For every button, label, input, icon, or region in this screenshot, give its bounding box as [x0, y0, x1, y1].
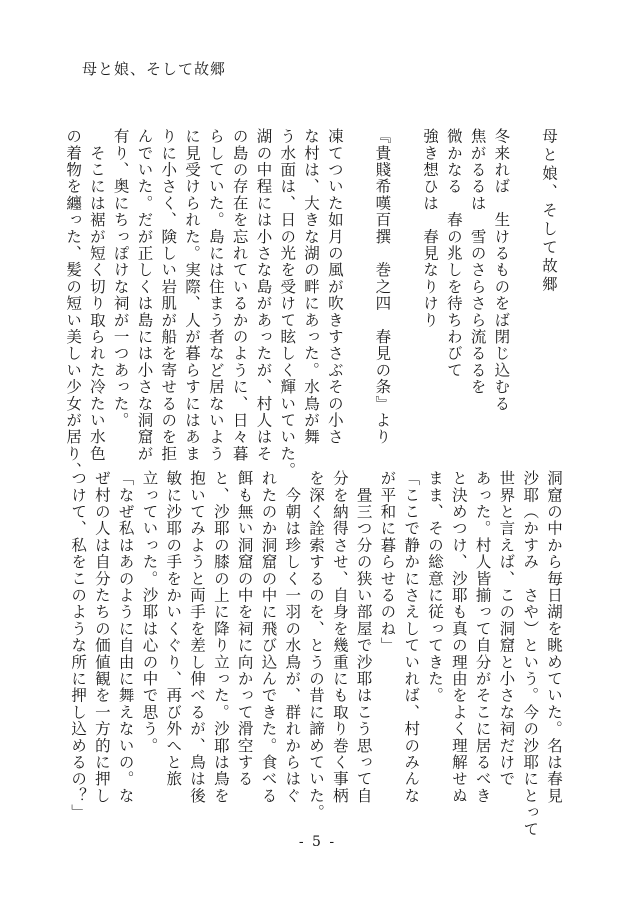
paragraph-line: と、沙耶の膝の上に降り立った。沙耶は鳥を	[211, 470, 230, 804]
paragraph-line: う水面は、日の光を受けて眩しく輝いていた。	[278, 128, 297, 479]
paragraph-line: つけて、私をこのような所に押し込めるの？」	[69, 470, 88, 821]
paragraph-line: 世界と言えば、この洞窟と小さな祠だけで	[497, 470, 516, 788]
paragraph-line: 畳三つ分の狭い部屋で沙耶はこう思って自	[354, 470, 373, 804]
poem-line: 微かなる 春の兆しを待ちわびて	[444, 128, 463, 379]
paragraph-line: そこには裾が短く切り取られた冷たい水色	[87, 128, 106, 462]
page-number: - 5 -	[298, 834, 337, 850]
paragraph-line: まま、その総意に従ってきた。	[426, 470, 445, 704]
paragraph-line: 餌も無い洞窟の中を祠に向かって滑空する	[235, 470, 254, 788]
paragraph-line: ぜ村の人は自分たちの価値観を一方的に押し	[92, 470, 111, 804]
paragraph-line: 沙耶（かすみ さや）という。今の沙耶にとって	[521, 470, 540, 838]
paragraph-line: の島の存在を忘れているかのように、日々暮	[230, 128, 249, 462]
paragraph-line: が平和に暮らせるのね」	[378, 470, 397, 654]
paragraph-line: れたのか洞窟の中に飛び込んできた。食べる	[259, 470, 278, 804]
paragraph-line: 分を納得させ、自身を幾重にも取り巻く事柄	[330, 470, 349, 804]
paragraph-line: らしていた。島には住まう者など居ないよう	[206, 128, 225, 462]
paragraph-line: 洞窟の中から毎日湖を眺めていた。名は春見	[545, 470, 563, 804]
paragraph-line: りに小さく、険しい岩肌が船を寄せるのを拒	[159, 128, 178, 462]
paragraph-line: 今朝は珍しく一羽の水鳥が、群れからはぐ	[283, 470, 302, 804]
paragraph-line: 凍てついた如月の風が吹きすさぶその小さ	[325, 128, 344, 446]
poem-line: 焦がるるは 雪のさらさら流るるを	[468, 128, 487, 396]
paragraph-line: に見受けられた。実際、人が暮らすにはあま	[183, 128, 202, 462]
paragraph-line: 抱いてみようと両手を差し伸べるが、鳥は後	[188, 470, 207, 804]
paragraph-line: 「ここで静かにさえしていれば、村のみんな	[402, 470, 421, 804]
paragraph-line: 敏に沙耶の手をかいくぐり、再び外へと旅	[164, 470, 183, 788]
chapter-title: 母と娘、そして故郷	[540, 128, 558, 295]
poem-line: 冬来れば 生けるものをば閉じ込むる	[492, 128, 511, 412]
paragraph-line: 「なぜ私はあのように自由に舞えないの。な	[116, 470, 135, 804]
paragraph-line: を深く詮索するのを、とうの昔に諦めていた。	[307, 470, 326, 821]
paragraph-line: と決めつけ、沙耶も真の理由をよく理解せぬ	[449, 470, 468, 804]
paragraph-line: 有り、奥にちっぽけな祠が一つあった。	[111, 128, 130, 429]
paragraph-line: 湖の中程には小さな島があったが、村人はそ	[254, 128, 273, 462]
poem-line: 強き想ひは 春見なりけり	[421, 128, 440, 329]
poem-source: 『貴賤希嘆百撰 巻之四 春見の条』より	[373, 128, 392, 446]
top-text-block	[60, 128, 560, 479]
paragraph-line: んでいた。だが正しくは島には小さな洞窟が	[135, 128, 154, 462]
paragraph-line: な村は、大きな湖の畔にあった。水鳥が舞	[302, 128, 321, 446]
paragraph-line: あった。村人皆揃って自分がそこに居るべき	[473, 470, 492, 804]
page-header: 母と娘、そして故郷	[82, 60, 227, 78]
paragraph-line: 立っていった。沙耶は心の中で思う。	[140, 470, 159, 754]
bottom-text-block	[65, 470, 565, 838]
paragraph-line: の着物を纏った、髪の短い美しい少女が居り、	[64, 128, 83, 479]
